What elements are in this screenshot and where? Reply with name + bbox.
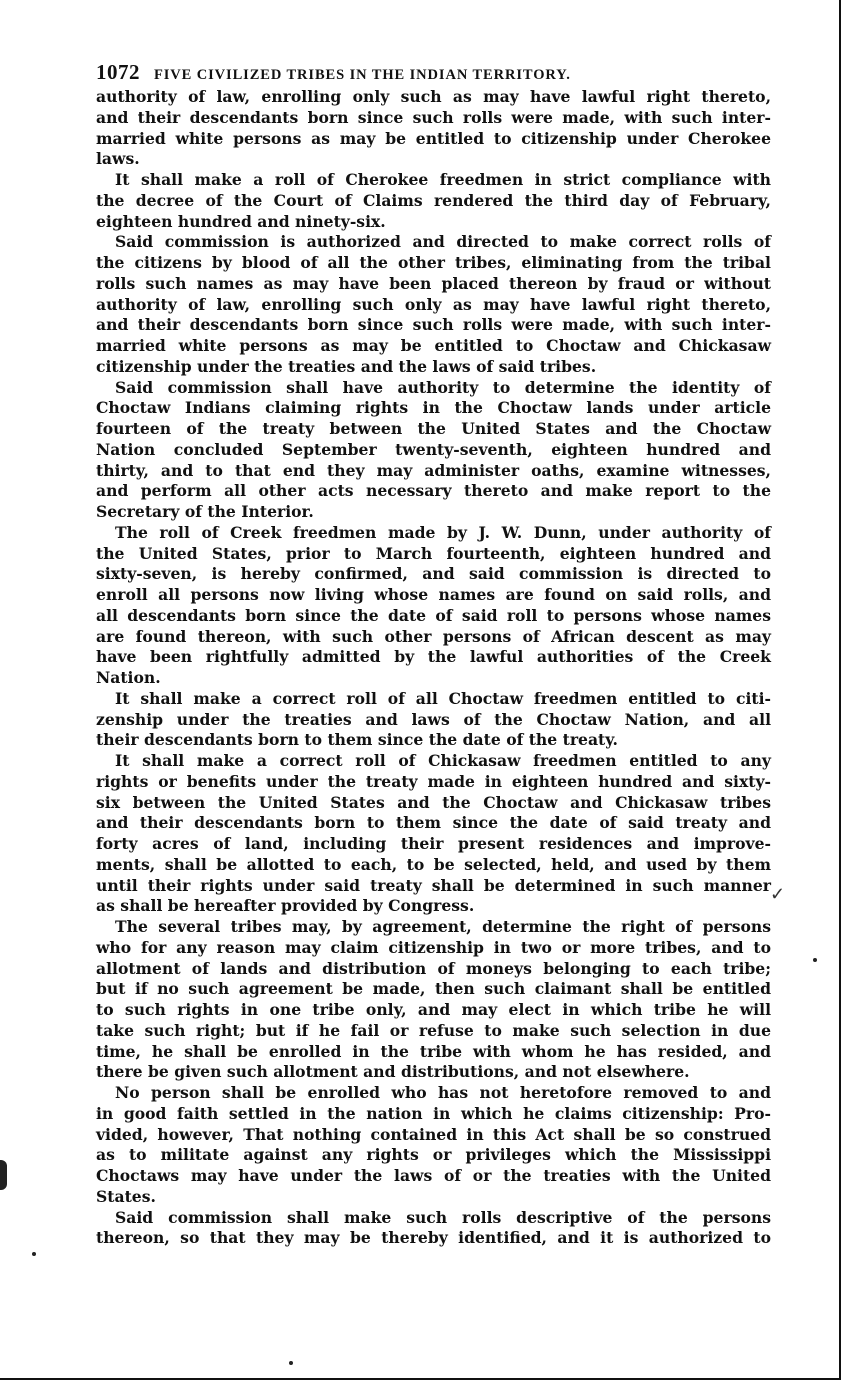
text-line: as to militate against any rights or privileges which the Mississippi	[96, 1145, 771, 1165]
text-line: in good faith settled in the nation in which he claims citizenship: Pro-	[96, 1103, 771, 1123]
paragraph	[96, 751, 771, 917]
page-number: 1072	[96, 60, 140, 84]
margin-check-mark: ✓	[770, 884, 786, 905]
text-line: are found thereon, with such other persons of African descent as may	[96, 626, 771, 646]
text-line: married white persons as may be entitled to Choctaw and Chickasaw	[96, 336, 771, 355]
binding-edge-mark	[0, 1160, 7, 1190]
text-line: Nation.	[96, 668, 161, 687]
paragraph	[96, 1208, 771, 1250]
text-line: fourteen of the treaty between the United States and the Choctaw	[96, 419, 771, 438]
text-line: and perform all other acts necessary thereto and make report to the	[96, 481, 771, 501]
text-line: thirty, and to that end they may administer oaths, examine witnesses,	[96, 460, 771, 480]
paragraph	[96, 232, 771, 377]
text-line: ments, shall be allotted to each, to be selected, held, and used by them	[96, 854, 771, 874]
text-line: Said commission shall have authority to determine the identity of	[115, 377, 771, 397]
paragraph	[96, 917, 771, 1083]
text-line: No person shall be enrolled who has not heretofore removed to and	[115, 1083, 771, 1102]
text-line: It shall make a correct roll of all Choctaw freedmen entitled to citi-	[115, 688, 771, 708]
text-line: authority of law, enrolling such only as may have lawful right thereto,	[96, 294, 771, 314]
text-line: rolls such names as may have been placed thereon by fraud or without	[96, 273, 771, 293]
text-line: married white persons as may be entitled to citizenship under Cherokee	[96, 128, 771, 148]
text-line: six between the United States and the Choctaw and Chickasaw tribes	[96, 792, 771, 812]
text-line: Choctaws may have under the laws of or the treaties with the United	[96, 1166, 771, 1185]
paragraph	[96, 87, 771, 170]
text-line: Said commission is authorized and directed to make correct rolls of	[115, 232, 771, 252]
paragraph	[96, 1083, 771, 1208]
text-line: but if no such agreement be made, then such claimant shall be entitled	[96, 979, 771, 999]
paragraph	[96, 523, 771, 689]
text-line: It shall make a correct roll of Chickasaw freedmen entitled to any	[115, 751, 771, 770]
text-line: thereon, so that they may be thereby identified, and it is authorized to	[96, 1228, 771, 1248]
text-line: the United States, prior to March fourteenth, eighteen hundred and	[96, 543, 771, 563]
text-line: Said commission shall make such rolls descriptive of the persons	[115, 1207, 771, 1227]
text-line: Nation concluded September twenty-seventh, eighteen hundred and	[96, 439, 771, 459]
margin-dot	[32, 1252, 36, 1256]
text-line: sixty-seven, is hereby confirmed, and said commission is directed to	[96, 564, 771, 584]
text-line: as shall be hereafter provided by Congress.	[96, 896, 475, 916]
text-line: The several tribes may, by agreement, determine the right of persons	[115, 917, 771, 936]
text-line: their descendants born to them since the date of the treaty.	[96, 730, 618, 750]
text-line: and their descendants born since such rolls were made, with such inter-	[96, 315, 771, 335]
text-line: there be given such allotment and distributions, and not elsewhere.	[96, 1062, 690, 1082]
text-line: laws.	[96, 149, 140, 169]
text-line: who for any reason may claim citizenship in two or more tribes, and to	[96, 937, 771, 957]
page-header	[96, 57, 771, 87]
text-line: to such rights in one tribe only, and may elect in which tribe he will	[96, 1000, 771, 1019]
text-line: vided, however, That nothing contained in this Act shall be so construed	[96, 1124, 771, 1144]
text-line: allotment of lands and distribution of moneys belonging to each tribe;	[96, 958, 771, 978]
text-line: take such right; but if he fail or refuse to make such selection in due	[96, 1020, 771, 1040]
text-line: time, he shall be enrolled in the tribe with whom he has resided, and	[96, 1041, 771, 1061]
body-text	[96, 87, 771, 1249]
paragraph	[96, 689, 771, 751]
text-line: authority of law, enrolling only such as may have lawful right thereto,	[96, 87, 771, 106]
text-line: have been rightfully admitted by the lawful authorities of the Creek	[96, 647, 771, 667]
text-line: the citizens by blood of all the other tribes, eliminating from the tribal	[96, 253, 771, 272]
document-page	[96, 57, 771, 1249]
text-line: forty acres of land, including their present residences and improve-	[96, 834, 771, 853]
text-line: The roll of Creek freedmen made by J. W. Dunn, under authority of	[115, 522, 771, 542]
text-line: zenship under the treaties and laws of the Choctaw Nation, and all	[96, 709, 771, 729]
margin-dot	[813, 958, 817, 962]
text-line: rights or benefits under the treaty made in eighteen hundred and sixty-	[96, 771, 771, 791]
text-line: Secretary of the Interior.	[96, 502, 314, 521]
text-line: until their rights under said treaty shall be determined in such manner	[96, 875, 771, 895]
margin-dot	[289, 1361, 293, 1365]
text-line: Choctaw Indians claiming rights in the Choctaw lands under article	[96, 398, 771, 418]
text-line: citizenship under the treaties and the laws of said tribes.	[96, 356, 597, 376]
paragraph	[96, 378, 771, 523]
paragraph	[96, 170, 771, 232]
text-line: States.	[96, 1186, 156, 1206]
text-line: and their descendants born to them since the date of said treaty and	[96, 813, 771, 833]
text-line: It shall make a roll of Cherokee freedmen in strict compliance with	[115, 170, 771, 189]
text-line: eighteen hundred and ninety-six.	[96, 211, 386, 231]
text-line: and their descendants born since such rolls were made, with such inter-	[96, 107, 771, 127]
text-line: the decree of the Court of Claims rendered the third day of February,	[96, 190, 771, 210]
running-title: FIVE CIVILIZED TRIBES IN THE INDIAN TERRITORY.	[154, 67, 571, 83]
text-line: all descendants born since the date of said roll to persons whose names	[96, 605, 771, 625]
text-line: enroll all persons now living whose names are found on said rolls, and	[96, 585, 771, 604]
